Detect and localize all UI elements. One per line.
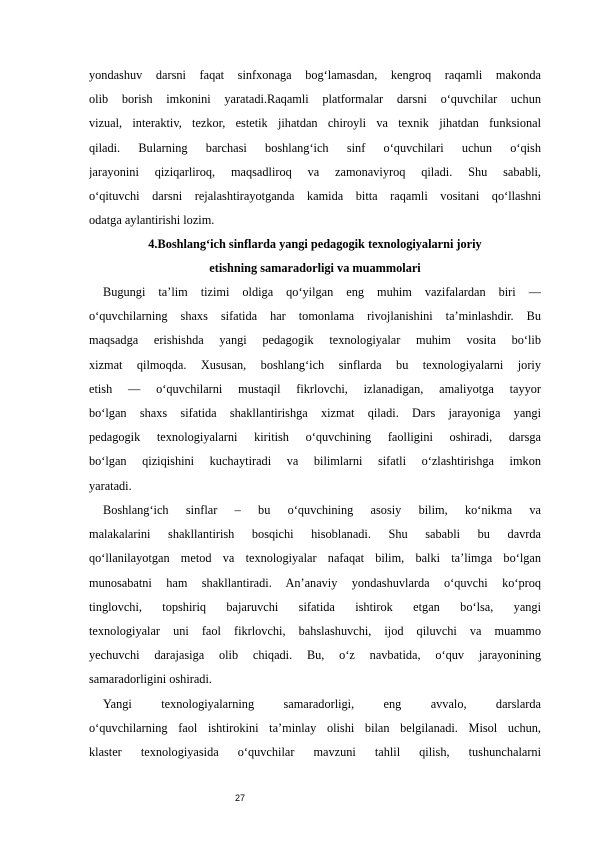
text-line: o‘quvchilarning shaxs sifatida har tomonlama rivojlanishini ta’minlashdir. Bu <box>89 309 541 324</box>
text-line: maqsadga erishishda yangi pedagogik texnologiyalar muhim vosita bo‘lib <box>89 333 541 348</box>
heading-line: etishning samaradorligi va muammolari <box>209 261 421 276</box>
heading-line: 4.Boshlang‘ich sinflarda yangi pedagogik texnologiyalarni joriy <box>148 237 482 251</box>
section-heading <box>89 232 541 280</box>
text-line: odatga aylantirishi lozim. <box>89 213 215 228</box>
page-number: 27 <box>234 793 245 803</box>
paragraph-intro <box>89 63 541 232</box>
text-line: texnologiyalar uni faol fikrlovchi, bahslashuvchi, ijod qiluvchi va muammo <box>89 623 541 638</box>
text-line: o‘qituvchi darsni rejalashtirayotganda kamida bitta raqamli vositani qo‘llashni <box>89 188 541 203</box>
text-line: qo‘llanilayotgan metod va texnologiyalar nafaqat bilim, balki ta’limga bo‘lgan <box>89 551 541 566</box>
text-line: xizmat qilmoqda. Xususan, boshlang‘ich sinflarda bu texnologiyalarni joriy <box>89 357 541 372</box>
text-line: pedagogik texnologiyalarni kiritish o‘quvchining faolligini oshiradi, darsga <box>89 430 541 445</box>
text-line: Boshlang‘ich sinflar – bu o‘quvchining asosiy bilim, ko‘nikma va <box>103 503 541 517</box>
text-line: vizual, interaktiv, tezkor, estetik jihatdan chiroyli va texnik jihatdan funksional <box>89 116 541 131</box>
text-line: Bugungi ta’lim tizimi oldiga qo‘yilgan eng muhim vazifalardan biri — <box>103 285 541 299</box>
text-line: Yangi texnologiyalarning samaradorligi, eng avvalo, darslarda <box>103 697 541 711</box>
text-line: o‘quvchilarning faol ishtirokini ta’minlay olishi bilan belgilanadi. Misol uchun, <box>89 721 541 736</box>
text-line: tinglovchi, topshiriq bajaruvchi sifatida ishtirok etgan bo‘lsa, yangi <box>89 599 541 614</box>
text-line: yechuvchi darajasiga olib chiqadi. Bu, o‘z navbatida, o‘quv jarayonining <box>89 648 541 663</box>
text-line: etish — o‘quvchilarni mustaqil fikrlovchi, izlanadigan, amaliyotga tayyor <box>89 381 541 396</box>
text-line: malakalarini shakllantirish bosqichi hisoblanadi. Shu sababli bu davrda <box>89 527 541 542</box>
text-line: klaster texnologiyasida o‘quvchilar mavzuni tahlil qilish, tushunchalarni <box>89 745 541 760</box>
text-line: qiladi. Bularning barchasi boshlang‘ich sinf o‘quvchilari uchun o‘qish <box>89 140 541 155</box>
text-line: yaratadi. <box>89 478 132 493</box>
paragraph-2 <box>89 280 541 498</box>
paragraph-3 <box>89 498 541 692</box>
text-line: bo‘lgan shaxs sifatida shakllantirishga xizmat qiladi. Dars jarayoniga yangi <box>89 405 541 420</box>
text-line: olib borish imkonini yaratadi.Raqamli platformalar darsni o‘quvchilar uchun <box>89 92 541 107</box>
text-line: bo‘lgan qiziqishini kuchaytiradi va bilimlarni sifatli o‘zlashtirishga imkon <box>89 454 541 469</box>
text-line: munosabatni ham shakllantiradi. An’anaviy yondashuvlarda o‘quvchi ko‘proq <box>89 575 541 590</box>
text-line: jarayonini qiziqarliroq, maqsadliroq va zamonaviyroq qiladi. Shu sababli, <box>89 164 541 179</box>
paragraph-4 <box>89 692 541 765</box>
text-line: samaradorligini oshiradi. <box>89 672 212 687</box>
text-line: yondashuv darsni faqat sinfxonaga bog‘lamasdan, kengroq raqamli makonda <box>89 68 541 82</box>
